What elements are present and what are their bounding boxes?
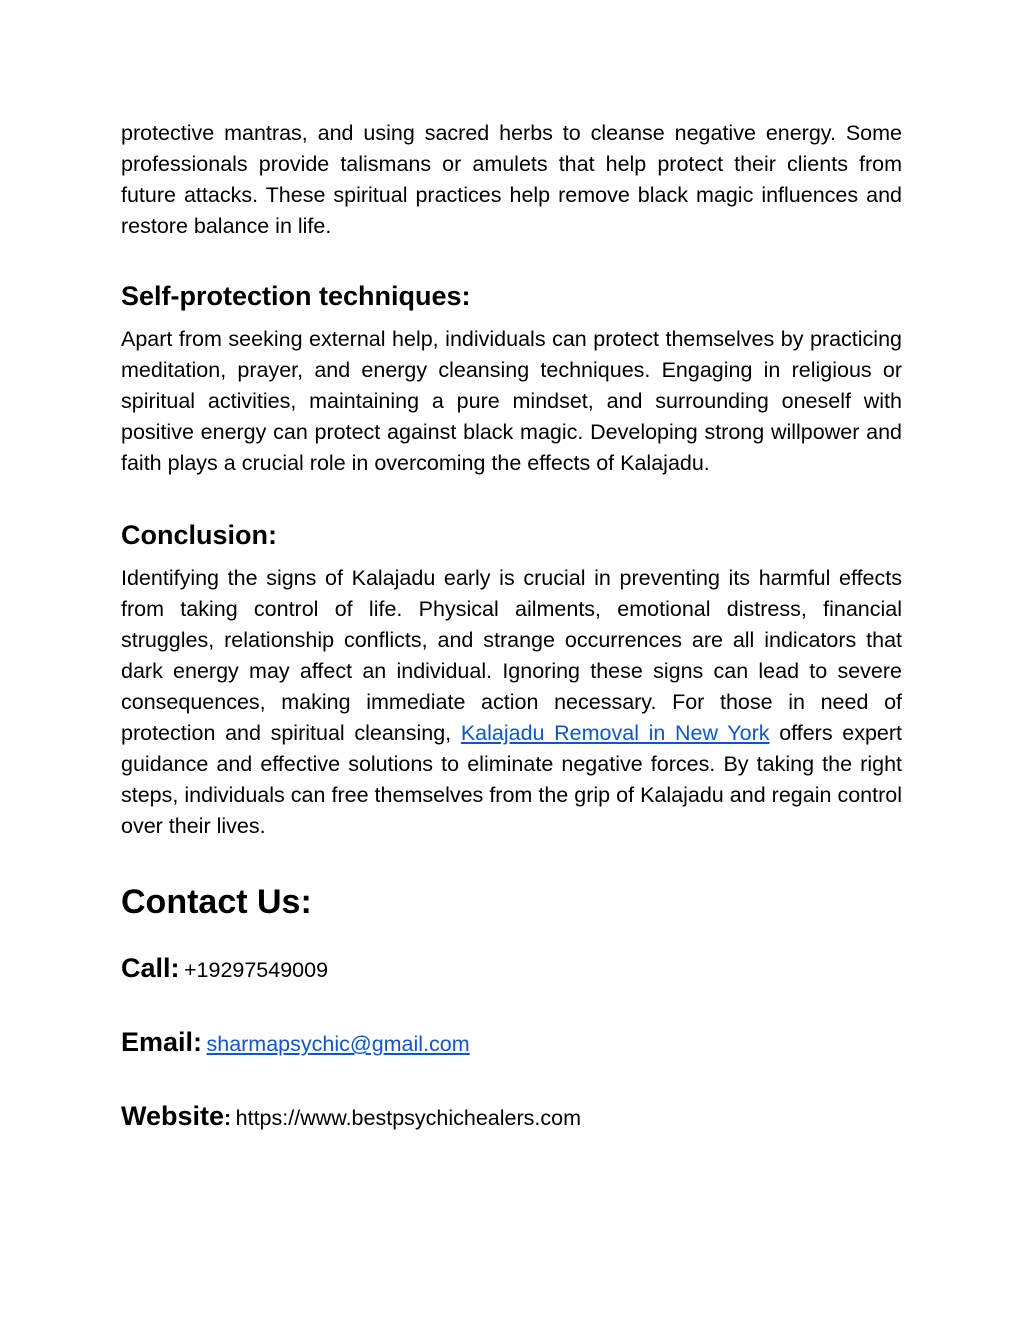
document-page bbox=[121, 118, 902, 1138]
website-label: Website bbox=[121, 1101, 225, 1131]
contact-website-line bbox=[121, 1099, 902, 1138]
conclusion-text-after-link: offers expert guidance and effective solutions to eliminate negative forces. By taking the right steps, individuals can free themselves from the grip of Kalajadu and regain control over their lives. bbox=[121, 721, 902, 838]
intro-paragraph: protective mantras, and using sacred herbs to cleanse negative energy. Some professionals provide talismans or amulets that help protect their clients from future attacks. These spiritual practices help remove black magic influences and restore balance in life. bbox=[121, 121, 902, 238]
conclusion-heading: Conclusion: bbox=[121, 520, 277, 550]
email-link[interactable]: sharmapsychic@gmail.com bbox=[206, 1032, 470, 1056]
website-url: https://www.bestpsychichealers.com bbox=[235, 1106, 581, 1130]
conclusion-paragraph bbox=[121, 563, 902, 842]
self-protection-heading: Self-protection techniques: bbox=[121, 281, 471, 311]
website-colon: : bbox=[224, 1106, 232, 1130]
self-protection-paragraph: Apart from seeking external help, individuals can protect themselves by practicing meditation, prayer, and energy cleansing techniques. Engaging in religious or spiritual activities, maintaining a pure mindset, and surrounding oneself with positive energy can protect against black magic. Developing strong willpower and faith plays a crucial role in overcoming the effects of Kalajadu. bbox=[121, 327, 902, 475]
conclusion-text-before-link: Identifying the signs of Kalajadu early is crucial in preventing its harmful effects from taking control of life. Physical ailments, emotional distress, financial struggles, relationship conflicts, and strange occurrences are all indicators that dark energy may affect an individual. Ignoring these signs can lead to severe consequences, making immediate action necessary. For those in need of protection and spiritual cleansing, bbox=[121, 566, 902, 745]
contact-email-line bbox=[121, 1025, 902, 1064]
kalajadu-removal-link[interactable]: Kalajadu Removal in New York bbox=[460, 721, 770, 745]
phone-number: +19297549009 bbox=[183, 958, 329, 982]
call-label: Call: bbox=[121, 953, 180, 983]
contact-heading: Contact Us: bbox=[121, 883, 312, 921]
email-label: Email: bbox=[121, 1027, 203, 1057]
contact-call-line bbox=[121, 951, 902, 990]
